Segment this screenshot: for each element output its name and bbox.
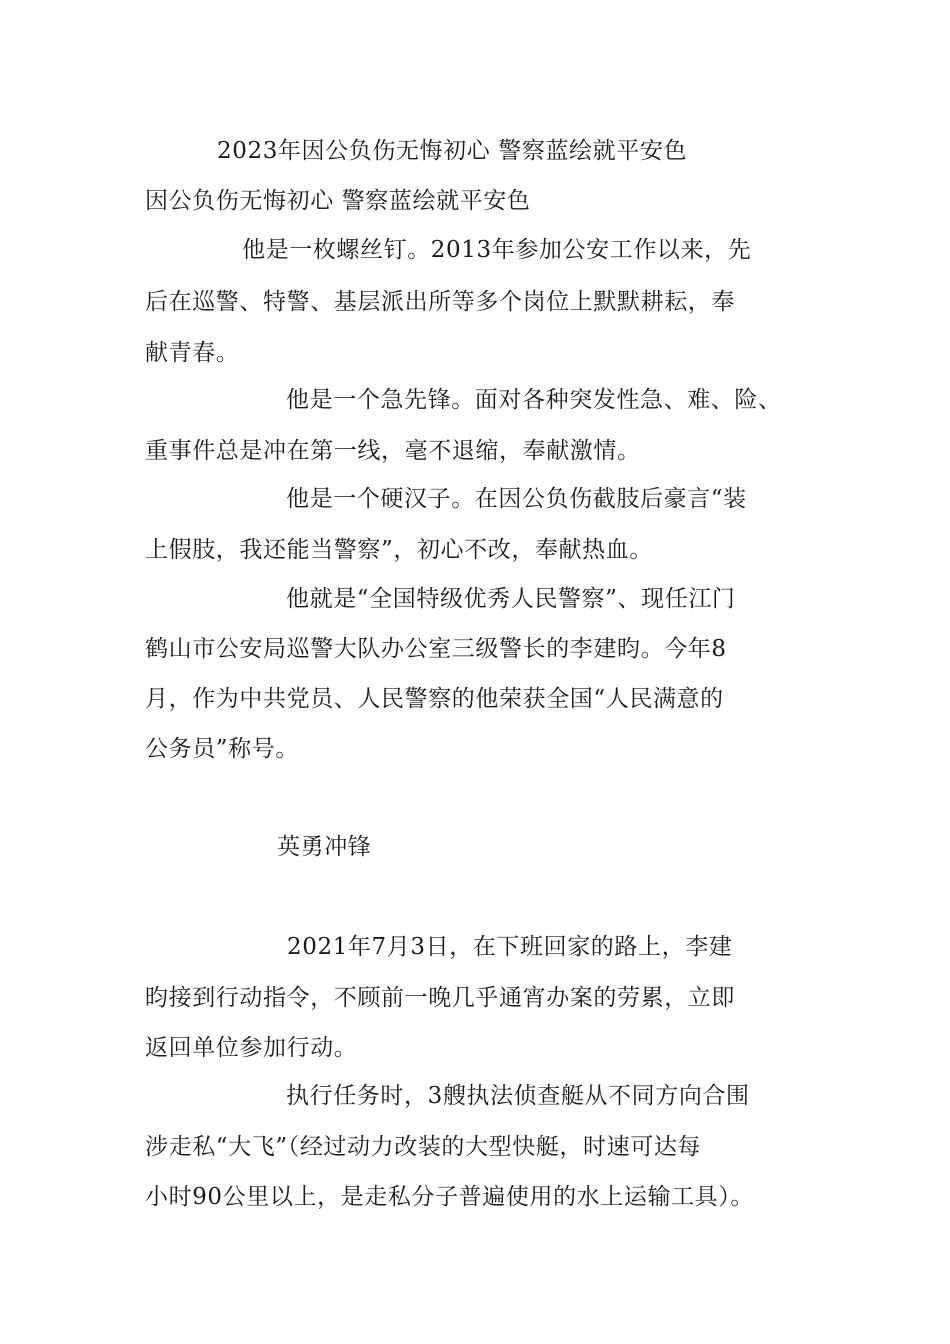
paragraph-1-line-1: 他是一枚螺丝钉。2013年参加公安工作以来，先 <box>242 237 752 263</box>
paragraph-3-line-1: 他是一个硬汉子。在因公负伤截肢后豪言“装 <box>286 486 747 512</box>
section-paragraph-1-line-1: 2021年7月3日，在下班回家的路上，李建 <box>287 934 733 960</box>
section-paragraph-2-line-1: 执行任务时，3艘执法侦查艇从不同方向合围 <box>286 1083 750 1109</box>
document-subtitle: 因公负伤无悔初心 警察蓝绘就平安色 <box>145 188 531 214</box>
section-paragraph-2-line-2: 涉走私“大飞”（经过动力改装的大型快艇，时速可达每 <box>145 1134 702 1160</box>
section-paragraph-1-line-2: 昀接到行动指令，不顾前一晚几乎通宵办案的劳累，立即 <box>145 985 735 1011</box>
paragraph-1-line-3: 献青春。 <box>145 340 240 366</box>
paragraph-2-line-1: 他是一个急先锋。面对各种突发性急、难、险、 <box>286 387 782 413</box>
paragraph-2-line-2: 重事件总是冲在第一线，毫不退缩，奉献激情。 <box>145 438 641 464</box>
paragraph-1-line-2: 后在巡警、特警、基层派出所等多个岗位上默默耕耘，奉 <box>145 289 735 315</box>
section-paragraph-2-line-3: 小时90公里以上，是走私分子普遍使用的水上运输工具）。 <box>145 1184 754 1210</box>
paragraph-4-line-3: 月，作为中共党员、人民警察的他荣获全国“人民满意的 <box>145 686 724 712</box>
section-paragraph-1-line-3: 返回单位参加行动。 <box>145 1035 358 1061</box>
section-heading: 英勇冲锋 <box>277 834 372 860</box>
paragraph-4-line-1: 他就是“全国特级优秀人民警察”、现任江门 <box>286 586 736 612</box>
document-title: 2023年因公负伤无悔初心 警察蓝绘就平安色 <box>217 138 688 164</box>
paragraph-4-line-4: 公务员”称号。 <box>145 736 299 762</box>
paragraph-3-line-2: 上假肢，我还能当警察”，初心不改，奉献热血。 <box>145 537 653 563</box>
paragraph-4-line-2: 鹤山市公安局巡警大队办公室三级警长的李建昀。今年8 <box>145 636 727 662</box>
